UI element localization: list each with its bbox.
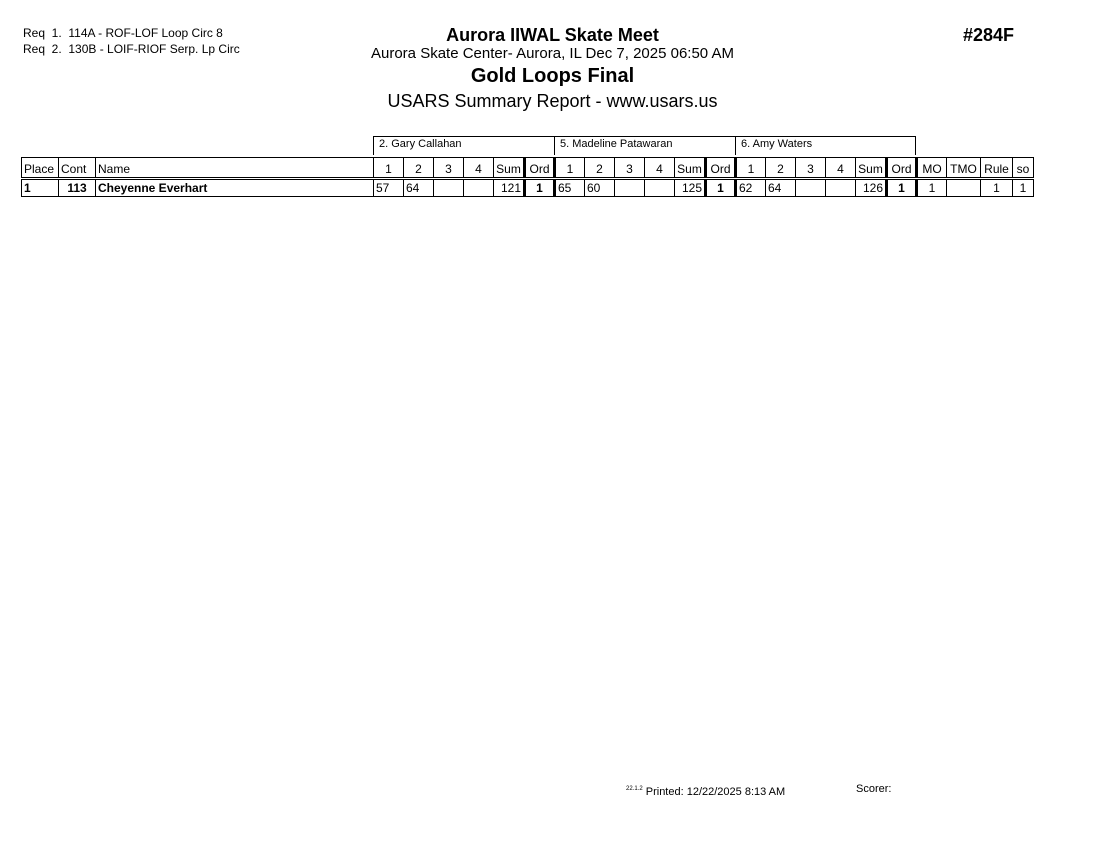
col-judge1-score1: 1	[374, 158, 404, 179]
judge3-score4-cell	[826, 179, 856, 197]
report-title: USARS Summary Report - www.usars.us	[387, 91, 718, 111]
judge2-score2-cell: 60	[585, 179, 615, 197]
meet-title: Aurora IIWAL Skate Meet	[446, 25, 659, 45]
printed-timestamp: Printed: 12/22/2025 8:13 AM	[645, 786, 786, 798]
requirement-2: Req 2. 130B - LOIF-RIOF Serp. Lp Circ	[23, 42, 240, 56]
print-footer	[626, 783, 785, 799]
judge-header-1: 2. Gary Callahan	[373, 136, 554, 155]
judge2-ord-cell: 1	[706, 179, 736, 197]
col-place: Place	[22, 158, 59, 179]
judge3-score1-cell: 62	[736, 179, 766, 197]
col-rule: Rule	[981, 158, 1013, 179]
judge1-ord-cell: 1	[525, 179, 555, 197]
col-judge2-score2: 2	[585, 158, 615, 179]
place-cell: 1	[22, 179, 59, 197]
col-judge3-score2: 2	[766, 158, 796, 179]
col-judge3-sum: Sum	[856, 158, 887, 179]
judge1-sum-cell: 121	[494, 179, 525, 197]
judge2-sum-cell: 125	[675, 179, 706, 197]
col-judge2-score3: 3	[615, 158, 645, 179]
col-judge2-sum: Sum	[675, 158, 706, 179]
cont-cell: 113	[59, 179, 96, 197]
col-judge3-ord: Ord	[887, 158, 917, 179]
col-so: so	[1013, 158, 1034, 179]
requirement-1: Req 1. 114A - ROF-LOF Loop Circ 8	[23, 26, 223, 40]
judge-header-3: 6. Amy Waters	[735, 136, 916, 155]
table-row	[22, 179, 1034, 197]
col-judge1-sum: Sum	[494, 158, 525, 179]
judge3-score2-cell: 64	[766, 179, 796, 197]
col-judge1-score4: 4	[464, 158, 494, 179]
judge1-score4-cell	[464, 179, 494, 197]
col-judge3-score1: 1	[736, 158, 766, 179]
so-cell: 1	[1013, 179, 1034, 197]
judge2-score4-cell	[645, 179, 675, 197]
judge1-score2-cell: 64	[404, 179, 434, 197]
judge3-ord-cell: 1	[887, 179, 917, 197]
judge2-score3-cell	[615, 179, 645, 197]
col-judge1-ord: Ord	[525, 158, 555, 179]
judge3-score3-cell	[796, 179, 826, 197]
col-judge1-score3: 3	[434, 158, 464, 179]
rule-cell: 1	[981, 179, 1013, 197]
col-judge3-score4: 4	[826, 158, 856, 179]
software-code: 22.1.2	[626, 786, 643, 792]
scorer-label: Scorer:	[856, 783, 892, 795]
results-table	[21, 157, 1034, 197]
venue-date: Aurora Skate Center- Aurora, IL Dec 7, 2025 06:50 AM	[371, 45, 734, 62]
judge2-score1-cell: 65	[555, 179, 585, 197]
col-judge3-score3: 3	[796, 158, 826, 179]
judge-header-2: 5. Madeline Patawaran	[554, 136, 735, 155]
event-title: Gold Loops Final	[470, 65, 635, 87]
skater-name-cell: Cheyenne Everhart	[96, 179, 374, 197]
col-mo: MO	[917, 158, 947, 179]
col-judge2-ord: Ord	[706, 158, 736, 179]
col-judge1-score2: 2	[404, 158, 434, 179]
tmo-cell	[947, 179, 981, 197]
mo-cell: 1	[917, 179, 947, 197]
judge1-score3-cell	[434, 179, 464, 197]
event-number: #284F	[963, 25, 1015, 45]
judge3-sum-cell: 126	[856, 179, 887, 197]
col-cont: Cont	[59, 158, 96, 179]
table-header-row	[22, 158, 1034, 179]
col-judge2-score4: 4	[645, 158, 675, 179]
col-tmo: TMO	[947, 158, 981, 179]
col-judge2-score1: 1	[555, 158, 585, 179]
col-name: Name	[96, 158, 374, 179]
judge1-score1-cell: 57	[374, 179, 404, 197]
